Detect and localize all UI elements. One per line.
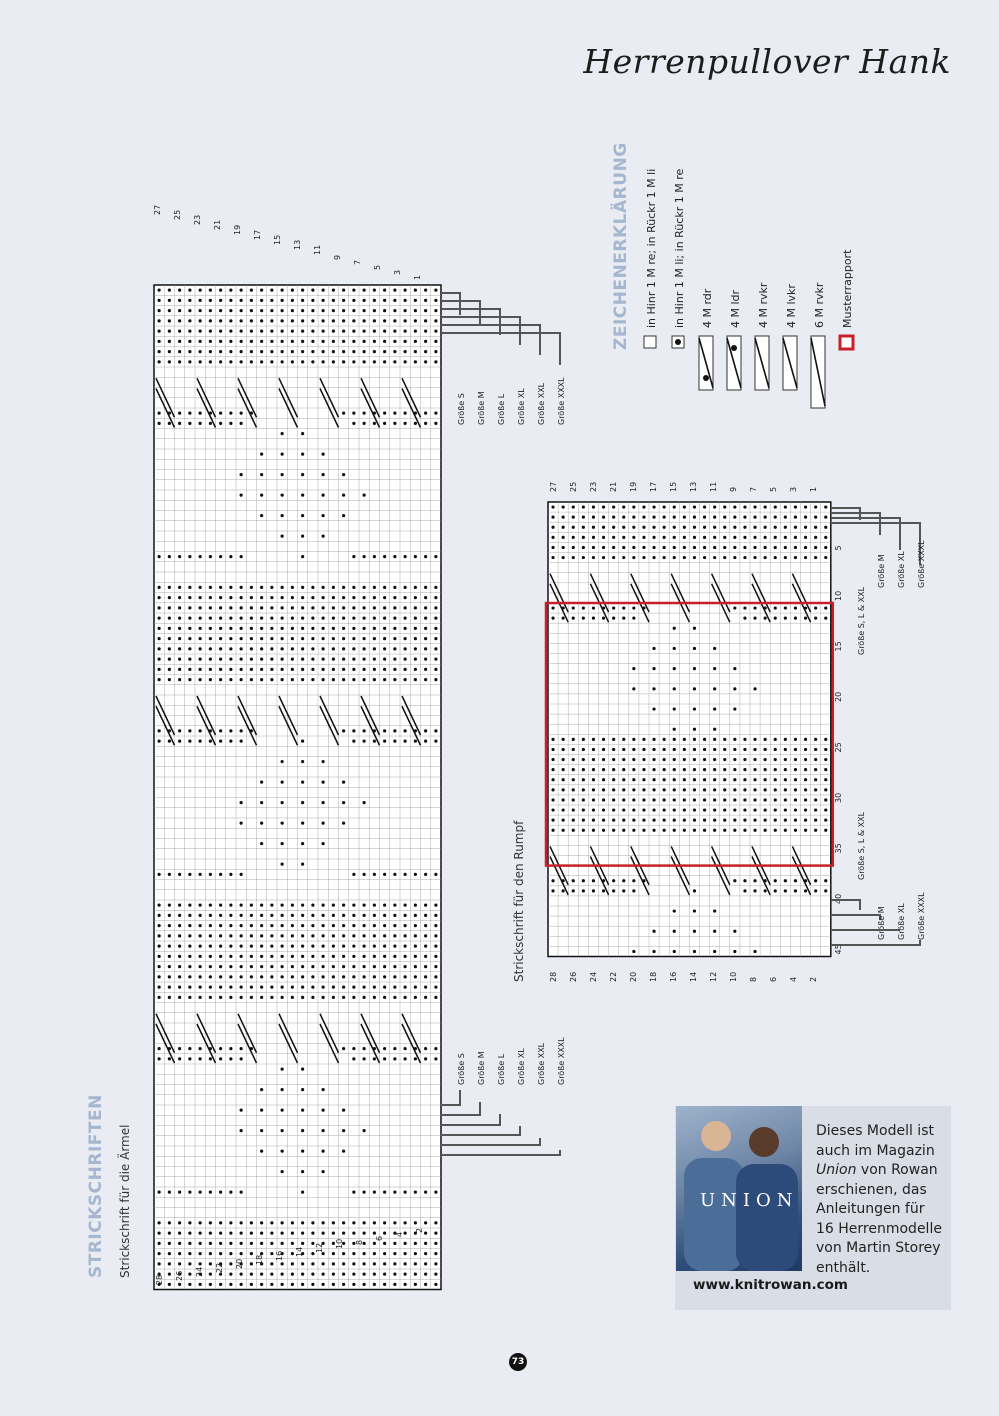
- row-number: 20: [629, 971, 638, 982]
- row-number: 3: [789, 486, 798, 492]
- legend-item-label: 4 M rvkr: [757, 282, 770, 328]
- row-number: 26: [175, 1270, 184, 1281]
- row-number: 24: [195, 1266, 204, 1277]
- row-number: 21: [609, 481, 618, 492]
- row-number: 21: [213, 219, 222, 230]
- stitch-number: 25: [833, 742, 843, 753]
- row-number: 13: [689, 481, 698, 492]
- size-label: Größe L: [497, 393, 506, 425]
- row-number: 14: [689, 971, 698, 982]
- page-number: 73: [509, 1353, 527, 1371]
- row-number: 24: [589, 971, 598, 982]
- size-leader-line: [441, 325, 540, 355]
- magazine-title: Union: [816, 1162, 857, 1178]
- size-leader-line: [441, 309, 500, 335]
- row-number: 14: [295, 1246, 304, 1257]
- row-number: 27: [153, 204, 162, 215]
- legend-item-label: 4 M rdr: [701, 288, 714, 328]
- stitch-number: 15: [833, 641, 843, 652]
- size-label: Größe XXXL: [557, 1037, 566, 1085]
- row-number: 27: [549, 481, 558, 492]
- size-label: Größe XL: [517, 1048, 526, 1085]
- row-number: 6: [769, 976, 778, 982]
- size-label: Größe M: [477, 391, 486, 425]
- row-number: 10: [729, 971, 738, 982]
- size-label: Größe S: [457, 393, 466, 425]
- size-leader-line: [441, 1138, 540, 1145]
- magazine-photo: [676, 1106, 802, 1271]
- size-label: Größe M: [877, 554, 886, 588]
- row-number: 22: [215, 1262, 224, 1273]
- row-number: 25: [569, 481, 578, 492]
- row-number: 1: [413, 274, 422, 280]
- legend-item-label: in Hinr 1 M li; in Rückr 1 M re: [673, 168, 686, 328]
- row-number: 23: [193, 214, 202, 225]
- row-number: 13: [293, 239, 302, 250]
- stitch-number: 30: [833, 792, 843, 803]
- size-leader-line: [831, 915, 880, 920]
- row-number: 8: [749, 976, 758, 982]
- size-label: Größe XL: [897, 903, 906, 940]
- body-chart: [540, 470, 940, 990]
- stitch-number: 20: [833, 691, 843, 702]
- sleeve-chart: [140, 195, 590, 1295]
- legend-item-label: 6 M rvkr: [813, 282, 826, 328]
- row-number: 19: [233, 224, 242, 235]
- row-number: 15: [273, 234, 282, 245]
- info-text: Dieses Modell ist auch im Magazin Union von Rowan erschienen, das Anleitungen für 16 Herrenmodelle von Martin Storey enthält.: [816, 1123, 942, 1276]
- row-number: 26: [569, 971, 578, 982]
- row-number: 9: [333, 254, 342, 260]
- row-number: 15: [669, 481, 678, 492]
- size-label: Größe S, L & XXL: [857, 811, 866, 880]
- row-number: 4: [789, 976, 798, 982]
- row-number: 2: [809, 976, 818, 982]
- size-label: Größe XL: [517, 388, 526, 425]
- row-number: 5: [373, 264, 382, 270]
- size-leader-line: [441, 1150, 560, 1155]
- section-heading: STRICKSCHRIFTEN: [86, 1094, 106, 1278]
- size-leader-line: [441, 333, 560, 365]
- size-label: Größe S: [457, 1053, 466, 1085]
- row-number: 10: [335, 1238, 344, 1249]
- row-number: 5: [769, 486, 778, 492]
- stitch-number: 5: [833, 545, 843, 551]
- row-number: 4: [395, 1231, 404, 1237]
- row-number: 11: [709, 481, 718, 492]
- row-number: 28: [155, 1274, 164, 1285]
- legend-item-label: Musterrapport: [841, 249, 854, 328]
- size-label: Größe L: [497, 1053, 506, 1085]
- row-number: 28: [549, 971, 558, 982]
- size-leader-line: [831, 940, 920, 945]
- legend-item-label: 4 M lvkr: [785, 284, 798, 328]
- stitch-number: 40: [833, 893, 843, 904]
- models-illustration: [676, 1106, 802, 1271]
- size-label: Größe XXL: [537, 1042, 546, 1085]
- row-number: 3: [393, 269, 402, 275]
- legend-item-label: 4 M ldr: [729, 289, 742, 328]
- row-number: 18: [649, 971, 658, 982]
- legend-heading: ZEICHENERKLÄRUNG: [611, 142, 631, 350]
- row-number: 16: [669, 971, 678, 982]
- body-chart-label: Strickschrift für den Rumpf: [512, 820, 526, 982]
- row-number: 22: [609, 971, 618, 982]
- size-label: Größe XXXL: [917, 892, 926, 940]
- row-number: 17: [649, 481, 658, 492]
- row-number: 1: [809, 486, 818, 492]
- row-number: 2: [415, 1227, 424, 1233]
- size-leader-line: [441, 1126, 520, 1135]
- cable-dot-icon: [703, 375, 709, 381]
- size-leader-line: [441, 1090, 460, 1105]
- size-label: Größe XXL: [537, 382, 546, 425]
- row-number: 20: [235, 1258, 244, 1269]
- row-number: 9: [729, 486, 738, 492]
- stitch-number: 45: [833, 944, 843, 955]
- size-label: Größe XXXL: [917, 540, 926, 588]
- row-number: 25: [173, 209, 182, 220]
- size-leader-line: [831, 523, 920, 565]
- row-number: 19: [629, 481, 638, 492]
- row-number: 12: [709, 971, 718, 982]
- size-label: Größe S, L & XXL: [857, 586, 866, 655]
- knit-stitch-icon: [644, 336, 656, 348]
- row-number: 18: [255, 1254, 264, 1265]
- purl-dot-icon: [675, 339, 681, 345]
- website-link[interactable]: www.knitrowan.com: [693, 1277, 848, 1293]
- stitch-number: 35: [833, 843, 843, 854]
- row-number: 23: [589, 481, 598, 492]
- size-label: Größe XL: [897, 551, 906, 588]
- row-number: 8: [355, 1239, 364, 1245]
- legend: [630, 160, 870, 420]
- cable-dot-icon: [731, 345, 737, 351]
- stitch-number: 10: [833, 590, 843, 601]
- size-leader-line: [441, 293, 460, 315]
- size-label: Größe M: [877, 906, 886, 940]
- page-title: Herrenpullover Hank: [583, 42, 951, 81]
- row-number: 7: [353, 259, 362, 265]
- row-number: 12: [315, 1242, 324, 1253]
- row-number: 6: [375, 1235, 384, 1241]
- row-number: 7: [749, 486, 758, 492]
- sleeve-chart-label: Strickschrift für die Ärmel: [118, 1124, 132, 1278]
- magazine-name: UNION: [700, 1190, 799, 1211]
- row-number: 11: [313, 244, 322, 255]
- musterrapport-icon: [840, 336, 853, 349]
- row-number: 17: [253, 229, 262, 240]
- size-label: Größe M: [477, 1051, 486, 1085]
- size-label: Größe XXXL: [557, 377, 566, 425]
- legend-item-label: in Hinr 1 M re; in Rückr 1 M li: [645, 168, 658, 328]
- row-number: 16: [275, 1250, 284, 1261]
